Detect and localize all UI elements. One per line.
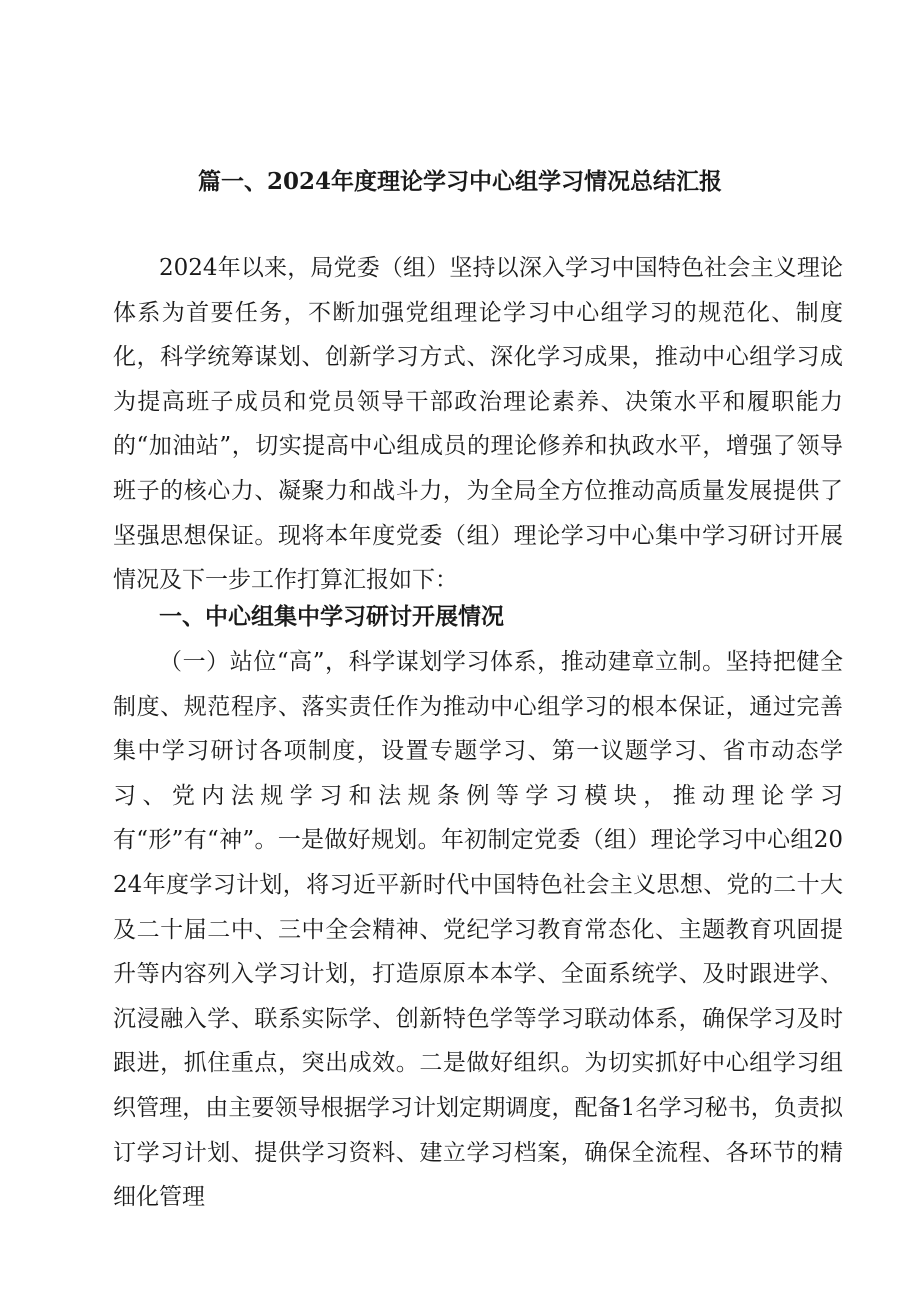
section-heading: 一、中心组集中学习研讨开展情况	[159, 604, 504, 630]
document-title: 篇一、2024年度理论学习中心组学习情况总结汇报	[197, 168, 722, 195]
section-paragraph: （一）站位“高”，科学谋划学习体系，推动建章立制。坚持把健全制度、规范程序、落实责任作为推动中心组学习的根本保证，通过完善集中学习研讨各项制度，设置专题学习、第一议题学习、省市动态学习、党内法规学习和法规条例等学习模块，推动理论学习有“形”有“神”。一是做好规划。年初制定党委（组）理论学习中心组2024年度学习计划，将习近平新时代中国特色社会主义思想、党的二十大及二十届二中、三中全会精神、党纪学习教育常态化、主题教育巩固提升等内容列入学习计划，打造原原本本学、全面系统学、及时跟进学、沉浸融入学、联系实际学、创新特色学等学习联动体系，确保学习及时跟进，抓住重点，突出成效。二是做好组织。为切实抓好中心组学习组织管理，由主要领导根据学习计划定期调度，配备1名学习秘书，负责拟订学习计划、提供学习资料、建立学习档案，确保全流程、各环节的精细化管理	[113, 649, 843, 1211]
intro-paragraph: 2024年以来，局党委（组）坚持以深入学习中国特色社会主义理论体系为首要任务，不断加强党组理论学习中心组学习的规范化、制度化，科学统筹谋划、创新学习方式、深化学习成果，推动中心组学习成为提高班子成员和党员领导干部政治理论素养、决策水平和履职能力的“加油站”，切实提高中心组成员的理论修养和执政水平，增强了领导班子的核心力、凝聚力和战斗力，为全局全方位推动高质量发展提供了坚强思想保证。现将本年度党委（组）理论学习中心集中学习研讨开展情况及下一步工作打算汇报如下：	[113, 255, 843, 594]
